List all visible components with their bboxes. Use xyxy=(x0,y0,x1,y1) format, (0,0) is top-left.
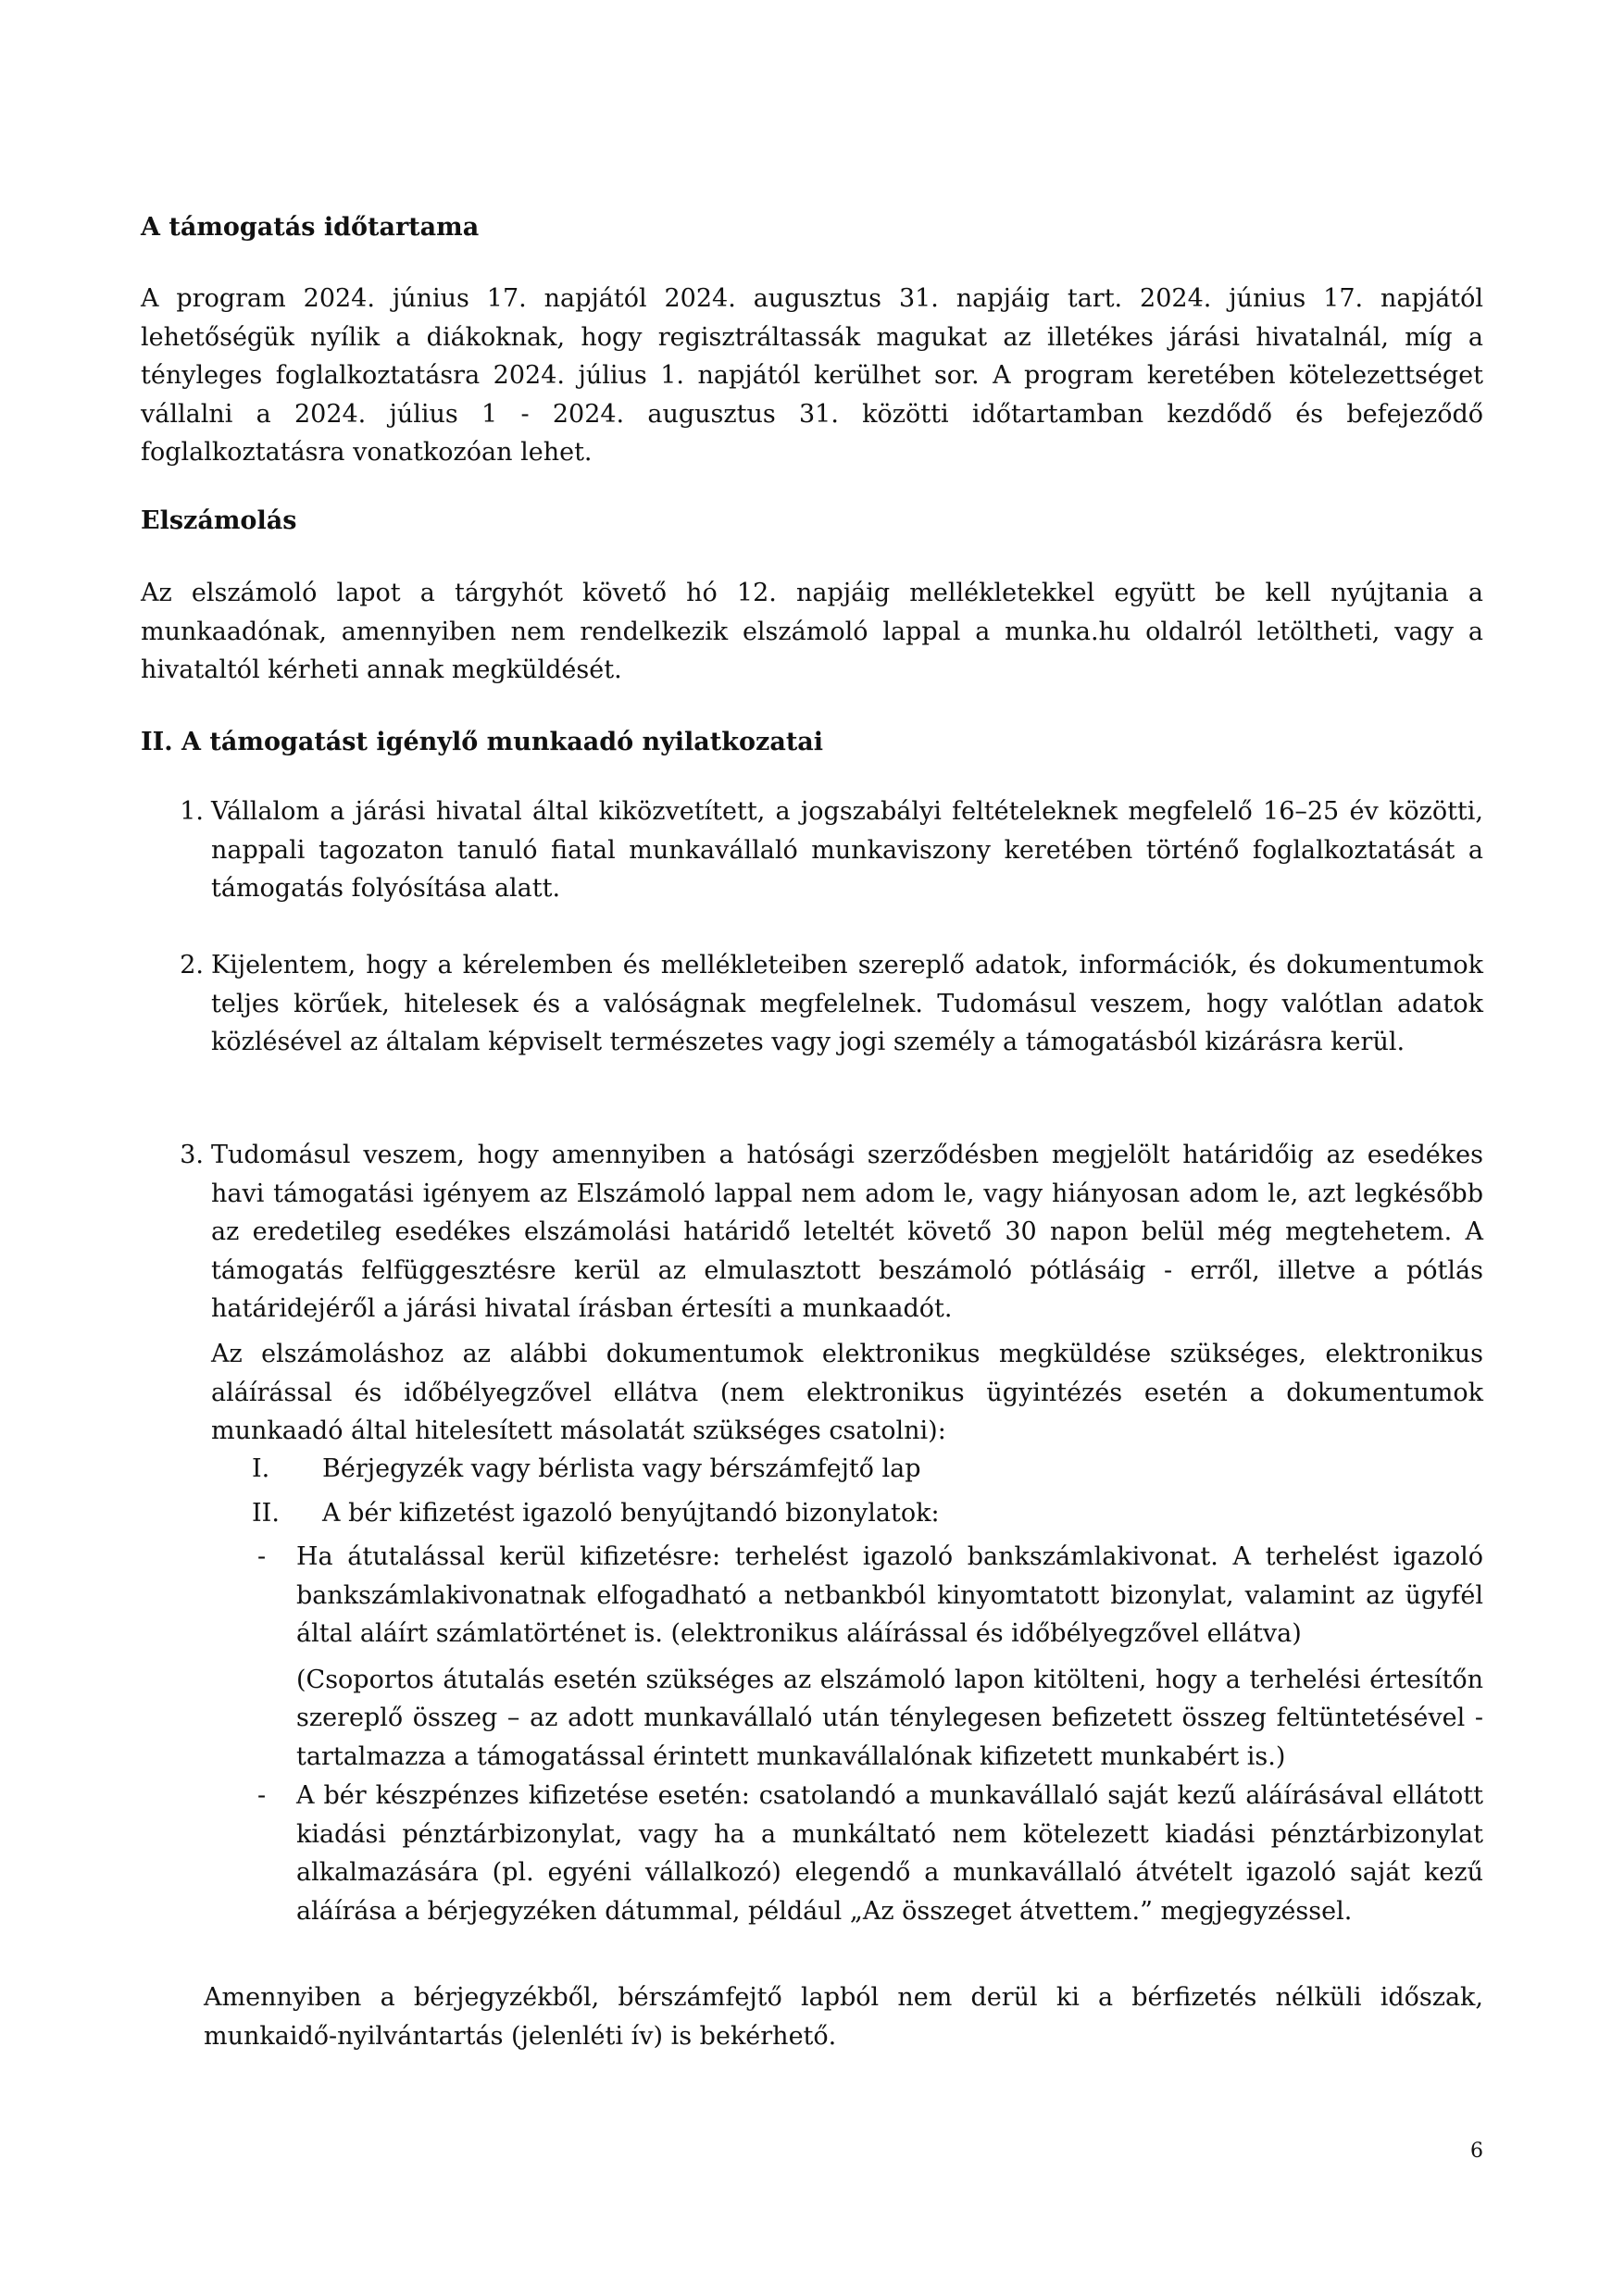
declaration-item-3 xyxy=(141,1136,1483,1329)
roman-item-text: A bér kifizetést igazoló benyújtandó bizonylatok: xyxy=(322,1499,940,1528)
declaration-item-3-subtext xyxy=(141,1335,1483,1451)
dash-marker: - xyxy=(257,1542,267,1571)
document-page xyxy=(141,0,1483,2296)
item-number: 2. xyxy=(180,951,204,980)
duration-paragraph xyxy=(141,280,1483,472)
declaration-item-1 xyxy=(141,792,1483,908)
declaration-item-2 xyxy=(141,946,1483,1062)
page-number: 6 xyxy=(1470,2140,1483,2163)
roman-item-text: Bérjegyzék vagy bérlista vagy bérszámfejtő lap xyxy=(322,1454,921,1483)
dash-item-text: Ha átutalással kerül kifizetésre: terhelést igazoló bankszámlakivonat. A terhelést igazoló bankszámlakivonatnak elfogadható a netbankból kinyomtatott bizonylat, valamint az ügyfél által aláírt számlatörténet is. (elektronikus aláírással és időbélyegzővel ellátva) xyxy=(296,1542,1483,1648)
item-subtext: Az elszámoláshoz az alábbi dokumentumok elektronikus megküldése szükséges, elektronikus aláírással és időbélyegzővel ellátva (nem elektronikus ügyintézés esetén a dokumentumok munkaadó által hitelesített másolatát szükséges csatolni): xyxy=(211,1340,1483,1445)
dash-item-transfer xyxy=(296,1538,1483,1776)
roman-numeral: I. xyxy=(252,1454,270,1483)
dash-item-cash xyxy=(296,1777,1483,1930)
dash-item-note: (Csoportos átutalás esetén szükséges az elszámoló lapon kitölteni, hogy a terhelési értesítőn szereplő összeg – az adott munkavállaló után ténylegesen befizetett összeg feltüntetésével - tartalmazza a támogatással érintett munkavállalónak kifizetett munkabért is.) xyxy=(296,1665,1483,1771)
closing-paragraph xyxy=(141,1978,1483,2055)
item-number: 3. xyxy=(180,1141,204,1169)
section-heading-accounting: Elszámolás xyxy=(141,506,297,535)
closing-text: Amennyiben a bérjegyzékből, bérszámfejtő lapból nem derül ki a bérfizetés nélküli időszak, munkaidő-nyilvántartás (jelenléti ív) is bekérhető. xyxy=(204,1983,1483,2051)
item-text: Tudomásul veszem, hogy amennyiben a hatósági szerződésben megjelölt határidőig az esedékes havi támogatási igényem az Elszámoló lappal nem adom le, vagy hiányosan adom le, azt legkésőbb az eredetileg esedékes elszámolási határidő leteltét követő 30 napon belül még megtehetem. A támogatás felfüggesztésre kerül az elmulasztott beszámoló pótlásáig - erről, illetve a pótlás határidejéről a járási hivatal írásban értesíti a munkaadót. xyxy=(211,1141,1483,1323)
dash-marker: - xyxy=(257,1781,267,1810)
item-text: Vállalom a járási hivatal által kiközvetített, a jogszabályi feltételeknek megfelelő 16–25 év közötti, nappali tagozaton tanuló fiatal munkavállaló munkaviszony keretében történő foglalkoztatását a támogatás folyósítása alatt. xyxy=(211,797,1483,903)
section-heading-duration: A támogatás időtartama xyxy=(141,213,480,242)
accounting-paragraph xyxy=(141,574,1483,690)
dash-item-text: A bér készpénzes kifizetése esetén: csatolandó a munkavállaló saját kezű aláírásával ellátott kiadási pénztárbizonylat, vagy ha a munkáltató nem kötelezett kiadási pénztárbizonylat alkalmazására (pl. egyéni vállalkozó) elegendő a munkavállaló átvételt igazoló saját kezű aláírása a bérjegyzéken dátummal, például „Az összeget átvettem.” megjegyzéssel. xyxy=(296,1781,1483,1926)
roman-numeral: II. xyxy=(252,1499,280,1528)
duration-text: A program 2024. június 17. napjától 2024. augusztus 31. napjáig tart. 2024. június 17. napjától lehetőségük nyílik a diákoknak, hogy regisztráltassák magukat az illetékes járási hivatalnál, míg a tényleges foglalkoztatásra 2024. július 1. napjától kerülhet sor. A program keretében kötelezettséget vállalni a 2024. július 1 - 2024. augusztus 31. közötti időtartamban kezdődő és befejeződő foglalkoztatásra vonatkozóan lehet. xyxy=(141,284,1483,467)
item-text: Kijelentem, hogy a kérelemben és mellékleteiben szereplő adatok, információk, és dokumentumok teljes körűek, hitelesek és a valóságnak megfelelnek. Tudomásul veszem, hogy valótlan adatok közlésével az általam képviselt természetes vagy jogi személy a támogatásból kizárásra kerül. xyxy=(211,951,1483,1056)
item-number: 1. xyxy=(180,797,204,826)
accounting-text: Az elszámoló lapot a tárgyhót követő hó 12. napjáig mellékletekkel együtt be kell nyújtania a munkaadónak, amennyiben nem rendelkezik elszámoló lappal a munka.hu oldalról letöltheti, vagy a hivataltól kérheti annak megküldését. xyxy=(141,579,1483,684)
section-heading-declarations: II. A támogatást igénylő munkaadó nyilatkozatai xyxy=(141,728,824,756)
